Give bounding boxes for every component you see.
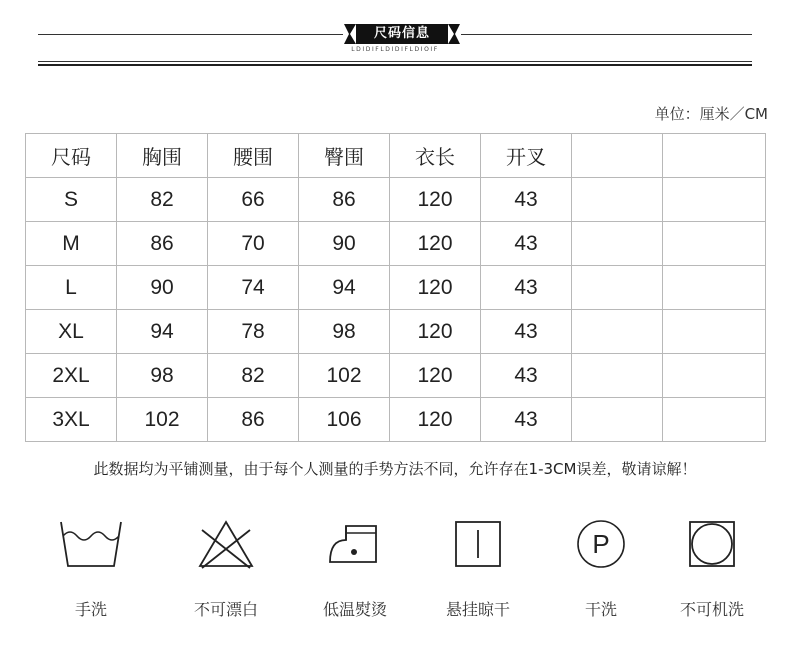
no-bleach-icon	[196, 516, 256, 572]
care-label: 不可机洗	[679, 600, 744, 619]
header-title: 尺码信息	[373, 26, 430, 41]
table-row	[26, 310, 766, 354]
table-cell	[572, 266, 663, 310]
care-item-dry-clean	[541, 512, 661, 620]
table-cell	[572, 178, 663, 222]
header-rule-thick	[38, 64, 752, 66]
table-row	[26, 266, 766, 310]
table-row	[26, 222, 766, 266]
care-item-no-machine-wash	[652, 512, 772, 620]
care-label: 不可漂白	[193, 600, 258, 619]
header-cell: 衣长	[390, 134, 481, 178]
svg-text:P: P	[592, 529, 610, 559]
header-divider-right	[461, 34, 752, 35]
header-cell: 腰围	[208, 134, 299, 178]
table-cell: 102	[299, 354, 390, 398]
care-label: 干洗	[584, 600, 617, 619]
table-row	[26, 398, 766, 442]
table-cell: 120	[390, 178, 481, 222]
measurement-note: 此数据均为平铺测量，由于每个人测量的手势方法不同，允许存在1-3CM误差，敬请谅解！	[93, 460, 697, 478]
table-cell: 106	[299, 398, 390, 442]
table-cell: 43	[481, 266, 572, 310]
header-tag	[344, 24, 460, 44]
header-cell: 开叉	[481, 134, 572, 178]
table-cell: 82	[208, 354, 299, 398]
table-cell: 2XL	[26, 354, 117, 398]
table-cell	[663, 310, 766, 354]
header-cell	[572, 134, 663, 178]
table-header-row	[26, 134, 766, 178]
table-cell	[663, 266, 766, 310]
care-label: 低温熨烫	[322, 600, 387, 619]
table-cell: 43	[481, 398, 572, 442]
no-machine-wash-icon	[687, 519, 737, 569]
dry-clean-icon	[575, 518, 627, 570]
table-cell	[663, 178, 766, 222]
table-cell: 86	[208, 398, 299, 442]
table-cell: 70	[208, 222, 299, 266]
header-cell: 胸围	[117, 134, 208, 178]
table-cell: 120	[390, 354, 481, 398]
hang-dry-icon	[453, 519, 503, 569]
hand-wash-icon	[58, 516, 124, 572]
care-label: 手洗	[74, 600, 107, 619]
table-cell: 43	[481, 310, 572, 354]
table-row	[26, 178, 766, 222]
care-item-hand-wash	[31, 512, 151, 620]
table-cell: 98	[299, 310, 390, 354]
table-cell: 120	[390, 310, 481, 354]
table-cell: XL	[26, 310, 117, 354]
table-cell	[572, 310, 663, 354]
table-cell: 120	[390, 222, 481, 266]
table-cell: 78	[208, 310, 299, 354]
care-item-hang-dry	[418, 512, 538, 620]
table-cell: 94	[117, 310, 208, 354]
table-cell: 86	[299, 178, 390, 222]
table-cell	[572, 398, 663, 442]
header-cell: 尺码	[26, 134, 117, 178]
table-cell: 43	[481, 354, 572, 398]
table-cell	[572, 354, 663, 398]
table-cell: 82	[117, 178, 208, 222]
table-cell: M	[26, 222, 117, 266]
table-cell: 94	[299, 266, 390, 310]
table-cell	[572, 222, 663, 266]
table-cell: 90	[117, 266, 208, 310]
table-cell: 90	[299, 222, 390, 266]
table-cell: 3XL	[26, 398, 117, 442]
header-divider-left	[38, 34, 343, 35]
table-row	[26, 354, 766, 398]
header-rule-thin	[38, 61, 752, 62]
table-cell: 98	[117, 354, 208, 398]
table-cell	[663, 354, 766, 398]
unit-label: 单位：厘米／CM	[654, 105, 768, 123]
table-cell: 74	[208, 266, 299, 310]
table-cell: 66	[208, 178, 299, 222]
table-cell: L	[26, 266, 117, 310]
table-cell: 120	[390, 398, 481, 442]
table-cell: 43	[481, 178, 572, 222]
header-cell: 臀围	[299, 134, 390, 178]
table-cell: S	[26, 178, 117, 222]
table-cell: 120	[390, 266, 481, 310]
table-cell: 102	[117, 398, 208, 442]
header-cell	[663, 134, 766, 178]
table-cell	[663, 398, 766, 442]
care-item-low-iron	[295, 512, 415, 620]
table-cell: 43	[481, 222, 572, 266]
table-cell: 86	[117, 222, 208, 266]
low-iron-icon	[324, 516, 386, 572]
table-cell	[663, 222, 766, 266]
header-subtitle: LDIDIFLDIDIFLDIOIF	[351, 46, 439, 53]
size-table	[25, 133, 766, 442]
care-label: 悬挂晾干	[445, 600, 510, 619]
care-item-no-bleach	[166, 512, 286, 620]
